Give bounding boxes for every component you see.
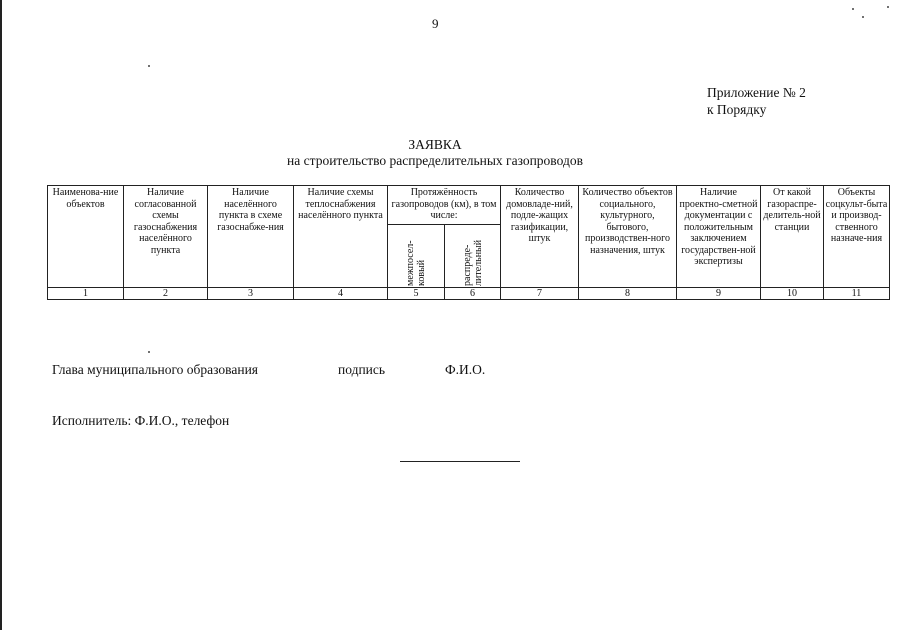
scan-speck xyxy=(148,65,150,67)
page-number: 9 xyxy=(432,16,439,31)
header-households-count: Количество домовладе-ний, подле-жащих газификации, штук xyxy=(501,186,579,288)
application-table xyxy=(47,185,890,300)
column-number: 2 xyxy=(124,288,208,300)
header-design-documentation: Наличие проектно-сметной документации с положительным заключением государствен-ной экспертизы xyxy=(677,186,761,288)
header-distribution-station: От какой газораспре-делитель-ной станции xyxy=(761,186,824,288)
column-numbers-row xyxy=(48,288,890,300)
column-number: 6 xyxy=(445,288,501,300)
column-number: 9 xyxy=(677,288,761,300)
scan-speck xyxy=(148,351,150,353)
scan-speck xyxy=(887,6,889,8)
column-number: 10 xyxy=(761,288,824,300)
header-distribution: распреде-лительный xyxy=(461,239,484,286)
header-distribution-cell xyxy=(445,225,501,288)
appendix-line-1: Приложение № 2 xyxy=(707,85,806,100)
signature-sign: подпись xyxy=(338,362,386,377)
header-row xyxy=(48,186,890,225)
column-number: 4 xyxy=(294,288,388,300)
column-number: 11 xyxy=(824,288,890,300)
header-objects-name: Наименова-ние объектов xyxy=(48,186,124,288)
scan-speck xyxy=(852,8,854,10)
column-number: 8 xyxy=(579,288,677,300)
column-number: 5 xyxy=(388,288,445,300)
header-approved-scheme: Наличие согласованной схемы газоснабжения населённого пункта xyxy=(124,186,208,288)
column-number: 1 xyxy=(48,288,124,300)
document-title: ЗАЯВКА xyxy=(408,137,462,152)
column-number: 3 xyxy=(208,288,294,300)
signature-name: Ф.И.О. xyxy=(445,362,486,377)
executor-line: Исполнитель: Ф.И.О., телефон xyxy=(52,413,230,428)
appendix-note xyxy=(707,84,806,118)
header-settlement-in-scheme: Наличие населённого пункта в схеме газоснабже-ния xyxy=(208,186,294,288)
header-facilities-count: Количество объектов социального, культурного, бытового, производствен-ного назначения, штук xyxy=(579,186,677,288)
header-heat-supply-scheme: Наличие схемы теплоснабжения населённого пункта xyxy=(294,186,388,288)
signature-position: Глава муниципального образования xyxy=(52,362,259,377)
header-intersettlement-cell xyxy=(388,225,445,288)
document-subtitle: на строительство распределительных газопроводов xyxy=(287,153,583,168)
header-intersettlement: межпосел-ковый xyxy=(405,240,427,286)
page-edge-line xyxy=(0,0,2,630)
header-social-objects: Объекты соцкульт-быта и производ-ственного назначе-ния xyxy=(824,186,890,288)
scan-speck xyxy=(862,16,864,18)
closing-rule xyxy=(400,461,520,462)
column-number: 7 xyxy=(501,288,579,300)
header-pipeline-length: Протяжённость газопроводов (км), в том числе: xyxy=(388,186,501,225)
appendix-line-2: к Порядку xyxy=(707,102,767,117)
